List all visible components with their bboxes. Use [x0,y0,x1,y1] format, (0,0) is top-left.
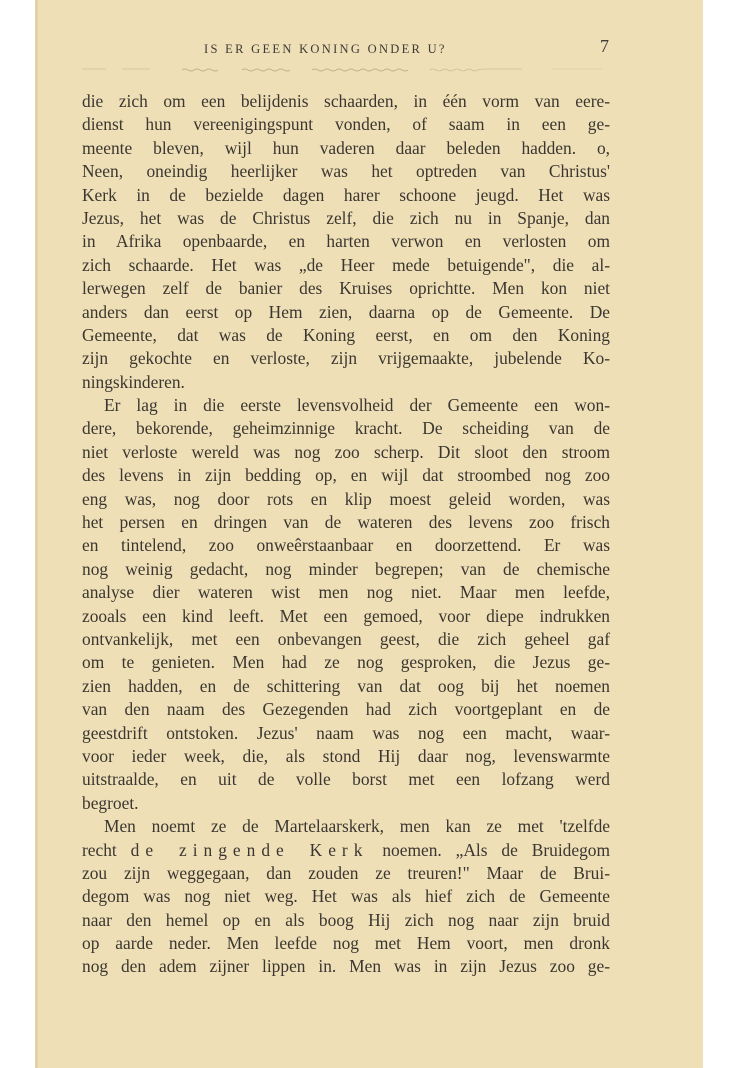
text-line-with-emphasis [82,839,610,862]
text-line: meente bleven, wijl hun vaderen daar beleden hadden. o, [82,137,610,158]
text-line: Gemeente, dat was de Koning eerst, en om den Koning [82,324,610,345]
text-line: begroet. [82,792,139,813]
header-rule [82,66,612,74]
text-line: lerwegen zelf de banier des Kruises oprichtte. Men kon niet [82,278,610,299]
text-line: dienst hun vereenigingspunt vonden, of saam in een ge- [82,114,610,135]
text-line: ningskinderen. [82,371,185,392]
text-line: op aarde neder. Men leefde nog met Hem voort, men dronk [82,933,610,954]
body-text [82,90,610,979]
text-line: analyse dier wateren wist men nog niet. Maar men leefde, [82,582,610,603]
text-line: zooals een kind leeft. Met een gemoed, voor diepe indrukken [82,605,610,626]
text-line: zien hadden, en de schittering van dat oog bij het noemen [82,675,610,696]
spaced-emphasis: de zingende Kerk [130,839,369,860]
text-line: Neen, oneindig heerlijker was het optreden van Christus' [82,161,610,182]
text-line: in Afrika openbaarde, en harten verwon en verlosten om [82,231,610,252]
text-line: van den naam des Gezegenden had zich voortgeplant en de [82,699,610,720]
running-title: IS ER GEEN KONING ONDER U? [204,42,447,56]
text-fragment: recht [82,839,117,860]
text-line: zijn gekochte en verloste, zijn vrijgemaakte, jubelende Ko- [82,348,610,369]
text-line: geestdrift ontstoken. Jezus' naam was nog een macht, waar- [82,722,610,743]
text-line: zich schaarde. Het was „de Heer mede betuigende", die al- [82,254,610,275]
text-line: nog den adem zijner lippen in. Men was in zijn Jezus zoo ge- [82,956,610,977]
text-line: Er lag in die eerste levensvolheid der Gemeente een won- [104,395,610,416]
text-line: des levens in zijn bedding op, en wijl dat stroombed nog zoo [82,465,610,486]
running-head [0,36,738,60]
text-line: niet verloste wereld was nog zoo scherp. Dit sloot den stroom [82,441,610,462]
text-line: nog weinig gedacht, nog minder begrepen; van de chemische [82,558,610,579]
text-line: uitstraalde, en uit de volle borst met een lofzang werd [82,769,610,790]
page-number: 7 [600,36,609,56]
paragraph [82,815,610,979]
text-line: naar den hemel op en als boog Hij zich nog naar zijn bruid [82,909,610,930]
text-line: Kerk in de bezielde dagen harer schoone jeugd. Het was [82,184,610,205]
text-line: eng was, nog door rots en klip moest geleid worden, was [82,488,610,509]
text-line: dere, bekorende, geheimzinnige kracht. De scheiding van de [82,418,610,439]
text-line: Men noemt ze de Martelaarskerk, men kan ze met 'tzelfde [104,816,610,837]
text-line: Jezus, het was de Christus zelf, die zich nu in Spanje, dan [82,207,610,228]
text-line: en tintelend, zoo onweêrstaanbaar en doorzettend. Er was [82,535,610,556]
text-line: zou zijn weggegaan, dan zouden ze treuren!" Maar de Brui- [82,862,610,883]
text-line: om te genieten. Men had ze nog gesproken, die Jezus ge- [82,652,610,673]
paragraph [82,394,610,815]
paragraph [82,90,610,394]
text-line: voor ieder week, die, als stond Hij daar nog, levenswarmte [82,745,610,766]
text-line: ontvankelijk, met een onbevangen geest, die zich geheel gaf [82,628,610,649]
text-line: die zich om een belijdenis schaarden, in één vorm van eere- [82,91,610,111]
text-line: anders dan eerst op Hem zien, daarna op de Gemeente. De [82,301,610,322]
page-edge [35,0,38,1068]
text-line: het persen en dringen van de wateren des levens zoo frisch [82,512,610,533]
text-line: degom was nog niet weg. Het was als hief zich de Gemeente [82,886,610,907]
text-fragment: noemen. „Als de Bruidegom [382,839,610,860]
